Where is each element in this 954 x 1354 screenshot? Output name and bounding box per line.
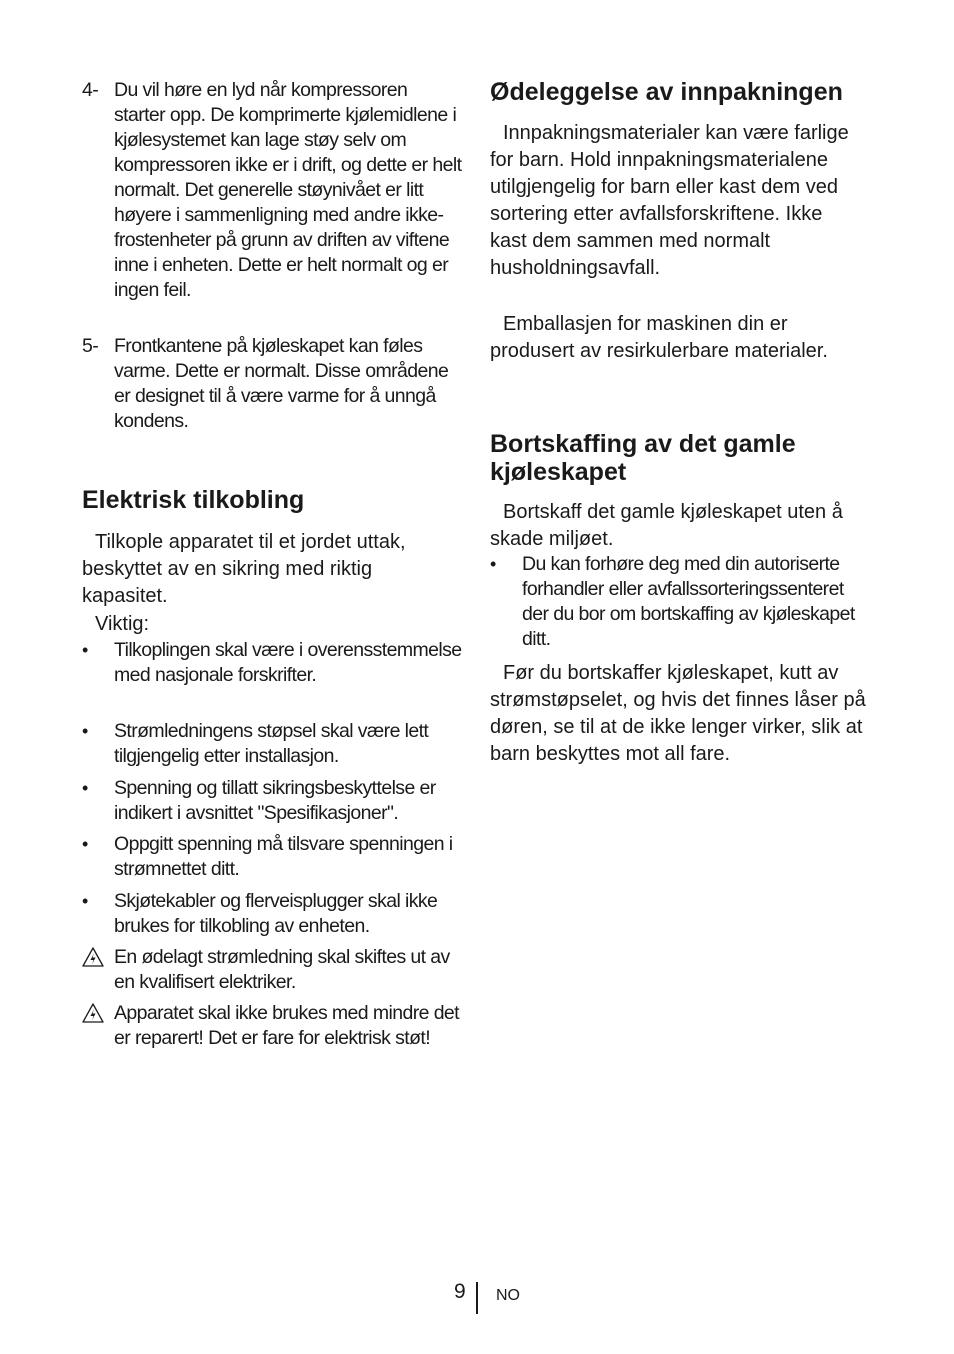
section-heading-packaging: Ødeleggelse av innpakningen — [490, 78, 843, 106]
bullet-icon: • — [82, 891, 88, 911]
list-item — [82, 776, 462, 826]
item-number: 4- — [82, 79, 99, 101]
warning-item — [82, 1001, 462, 1051]
item-text: Frontkantene på kjøleskapet kan føles varme. Dette er normalt. Disse områdene er designet til å være varme for å unngå kondens. — [114, 335, 449, 432]
bullet-icon: • — [82, 834, 88, 854]
warning-triangle-icon — [82, 947, 104, 967]
list-item-text: Du kan forhøre deg med din autoriserte forhandler eller avfallssorteringssenteret der du bor om bortskaffing av kjøleskapet ditt. — [522, 553, 855, 650]
packaging-paragraph-text: Innpakningsmaterialer kan være farlige for barn. Hold innpakningsmaterialene utilgjengelig for barn eller kast dem ved sortering etter avfallsforskriftene. Ikke kast dem sammen med normalt husholdningsavfall. — [490, 122, 849, 279]
packaging-paragraph-2-text: Emballasjen for maskinen din er produsert av resirkulerbare materialer. — [490, 313, 828, 362]
packaging-paragraph-2 — [490, 311, 870, 365]
page-footer — [0, 1280, 954, 1320]
disposal-paragraph-text: Bortskaff det gamle kjøleskapet uten å skade miljøet. — [490, 501, 843, 550]
list-item — [82, 832, 462, 882]
warning-triangle-icon — [82, 1003, 104, 1023]
warning-text: Apparatet skal ikke brukes med mindre det er reparert! Det er fare for elektrisk støt! — [114, 1002, 459, 1049]
footer-divider — [476, 1282, 478, 1314]
bullet-icon: • — [82, 721, 88, 741]
list-item-text: Tilkoplingen skal være i overensstemmelse med nasjonale forskrifter. — [114, 639, 462, 686]
list-item — [82, 638, 462, 688]
language-code: NO — [496, 1287, 520, 1304]
item-text: Du vil høre en lyd når kompressoren starter opp. De komprimerte kjølemidlene i kjølesystemet kan lage støy selv om kompressoren ikke er i drift, og dette er helt normalt. Det generelle støynivået er litt høyere i sammenligning med andre ikke-frostenheter på grunn av driften av viftene inne i enheten. Dette er helt normalt og er ingen feil. — [114, 79, 462, 301]
elektrisk-intro-text: Tilkople apparatet til et jordet uttak, beskyttet av en sikring med riktig kapasitet. — [82, 531, 406, 607]
disposal-paragraph-2-text: Før du bortskaffer kjøleskapet, kutt av strømstøpselet, og hvis det finnes låser på døren, se til at de ikke lenger virker, slik at barn beskyttes mot all fare. — [490, 662, 866, 765]
viktig-label — [82, 611, 149, 638]
list-item-text: Skjøtekabler og flerveisplugger skal ikke brukes for tilkobling av enheten. — [114, 890, 438, 937]
bullet-icon: • — [82, 640, 88, 660]
list-item-text: Strømledningens støpsel skal være lett tilgjengelig etter installasjon. — [114, 720, 429, 767]
warning-item — [82, 945, 462, 995]
bullet-icon: • — [490, 554, 496, 574]
viktig-text: Viktig: — [95, 613, 150, 635]
numbered-item-5 — [82, 334, 462, 434]
disposal-paragraph — [490, 499, 870, 553]
page-number: 9 — [454, 1280, 466, 1303]
list-item — [490, 552, 870, 652]
packaging-paragraph — [490, 120, 862, 282]
bullet-icon: • — [82, 778, 88, 798]
warning-text: En ødelagt strømledning skal skiftes ut av en kvalifisert elektriker. — [114, 946, 450, 993]
section-heading-elektrisk: Elektrisk tilkobling — [82, 486, 305, 514]
list-item-text: Spenning og tillatt sikringsbeskyttelse er indikert i avsnittet "Spesifikasjoner". — [114, 777, 436, 824]
list-item — [82, 889, 462, 939]
section-heading-disposal: Bortskaffing av det gamle kjøleskapet — [490, 430, 796, 486]
disposal-paragraph-2 — [490, 660, 880, 768]
item-number: 5- — [82, 335, 99, 357]
elektrisk-intro — [82, 529, 452, 610]
list-item-text: Oppgitt spenning må tilsvare spenningen i strømnettet ditt. — [114, 833, 453, 880]
numbered-item-4 — [82, 78, 462, 303]
list-item — [82, 719, 462, 769]
